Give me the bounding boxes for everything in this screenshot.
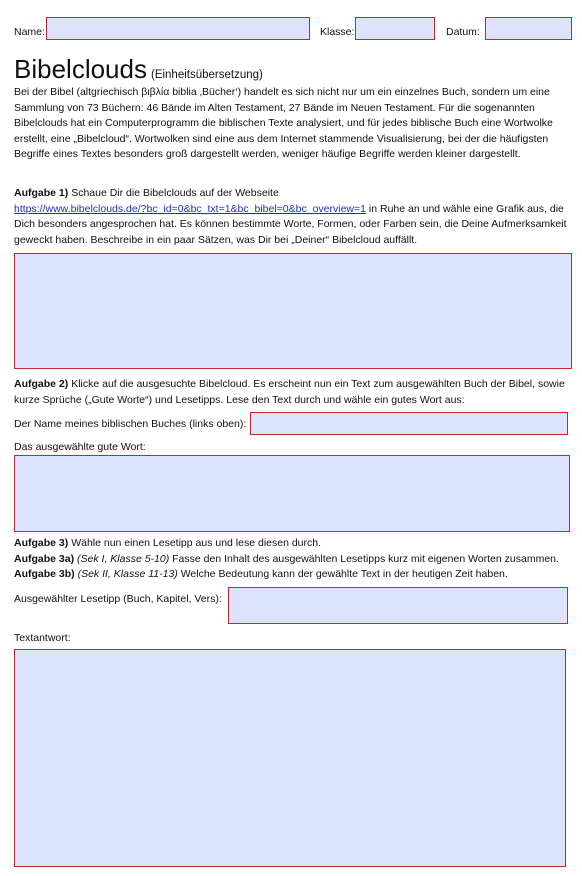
task1-pre: Schaue Dir die Bibelclouds auf der Webseite bbox=[71, 187, 279, 199]
book-name-label: Der Name meines biblischen Buches (links oben): bbox=[14, 418, 247, 430]
bibelclouds-link[interactable]: https://www.bibelclouds.de/?bc_id=0&bc_txt=1&bc_bibel=0&bc_overview=1 bbox=[14, 202, 366, 215]
book-name-field[interactable] bbox=[250, 412, 568, 435]
klasse-field[interactable] bbox=[355, 17, 435, 40]
task2-label: Aufgabe 2) bbox=[14, 378, 69, 390]
task1-text bbox=[14, 186, 570, 248]
klasse-label: Klasse: bbox=[320, 26, 355, 38]
task3b-body: Welche Bedeutung kann der gewählte Text in der heutigen Zeit haben. bbox=[180, 568, 508, 580]
name-field[interactable] bbox=[46, 17, 310, 40]
task1-answer-field[interactable] bbox=[14, 253, 572, 369]
good-word-field[interactable] bbox=[14, 455, 570, 532]
task3b-label: Aufgabe 3b) bbox=[14, 568, 75, 580]
datum-field[interactable] bbox=[485, 17, 572, 40]
task3-label: Aufgabe 3) bbox=[14, 537, 69, 549]
task3-text bbox=[14, 536, 570, 583]
task3b-level: (Sek II, Klasse 11-13) bbox=[77, 568, 178, 580]
task3a-body: Fasse den Inhalt des ausgewählten Lesetipps kurz mit eigenen Worten zusammen. bbox=[172, 552, 559, 565]
task3a-label: Aufgabe 3a) bbox=[14, 552, 75, 565]
title-subtitle: (Einheitsübersetzung) bbox=[150, 69, 263, 81]
title-main: Bibelclouds bbox=[14, 54, 147, 84]
task2-body: Klicke auf die ausgesuchte Bibelcloud. Es erscheint nun ein Text zum ausgewählten Buch der Bibel, sowie kurze Sprüche („Gute Worte“) und Lesetipps. Lese den Text durch und wähle ein gutes Wort aus: bbox=[14, 378, 565, 406]
task3a-level: (Sek I, Klasse 5-10) bbox=[77, 552, 170, 565]
task1-post: in Ruhe an und wähle eine Grafik aus, die Dich besonders angesprochen hat. Es können bestimmte Worte, Formen, oder Farben sein, die Deine Aufmerksamkeit geweckt haben. Beschreibe in ein paar Sätzen, was Dir bei „Deiner“ Bibelcloud auffällt. bbox=[14, 202, 567, 246]
reading-tip-label: Ausgewählter Lesetipp (Buch, Kapitel, Vers): bbox=[14, 593, 222, 605]
task3-body: Wähle nun einen Lesetipp aus und lese diesen durch. bbox=[71, 537, 322, 549]
task2-text bbox=[14, 377, 570, 408]
datum-label: Datum: bbox=[446, 26, 480, 38]
reading-tip-field[interactable] bbox=[228, 587, 568, 624]
text-answer-field[interactable] bbox=[14, 649, 566, 867]
name-label: Name: bbox=[14, 26, 45, 38]
intro-paragraph: Bei der Bibel (altgriechisch βιβλία biblia ‚Bücher‘) handelt es sich nicht nur um ein einzelnes Buch, sondern um eine Sammlung von 73 Büchern: 46 Bände im Alten Testament, 27 Bände im Neuen Testament. Für die sogenannten Bibelclouds hat ein Computerprogramm die biblischen Texte analysiert, und für jedes biblische Buch eine Wortwolke erstellt, eine „Bibelcloud“. Wortwolken sind eine aus dem Internet stammende Visualisierung, bei der die häufigsten Begriffe eines Textes besonders groß dargestellt werden, weniger häufige Begriffe werden kleiner dargestellt. bbox=[14, 86, 553, 160]
good-word-label: Das ausgewählte gute Wort: bbox=[14, 441, 146, 453]
text-answer-label: Textantwort: bbox=[14, 632, 71, 644]
task1-label: Aufgabe 1) bbox=[14, 187, 69, 199]
